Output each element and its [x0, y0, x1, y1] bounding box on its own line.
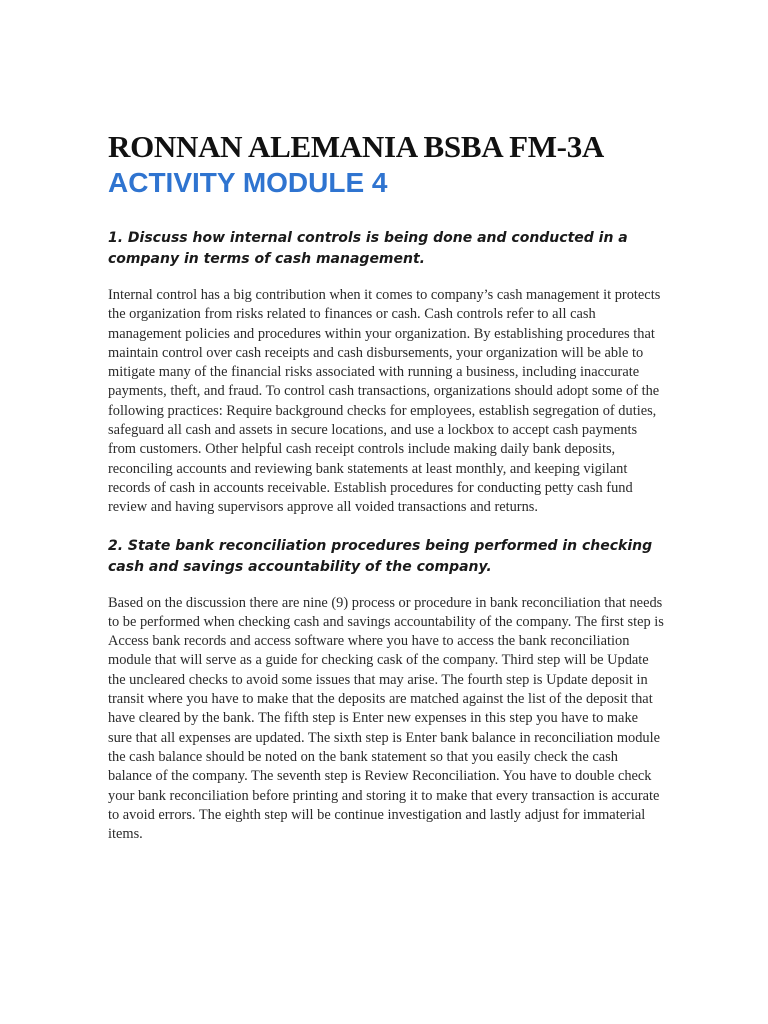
section-2 [108, 536, 664, 845]
module-title: ACTIVITY MODULE 4 [108, 167, 388, 198]
question-2: 2. State bank reconciliation procedures being performed in checking cash and savings accountability of the company. [108, 537, 653, 575]
document-page [108, 128, 664, 862]
answer-2: Based on the discussion there are nine (9) process or procedure in bank reconciliation that needs to be performed when checking cash and savings accountability of the company. The first step is Access bank records and access software where you have to access the bank reconciliation module that will serve as a guide for checking cask of the company. Third step will be Update the uncleared checks to avoid some issues that may arise. The fourth step is Update deposit in transit where you have to make that the deposits are matched against the list of the deposit that have cleared by the bank. The fifth step is Enter new expenses in this step you have to make sure that all expenses are updated. The sixth step is Enter bank balance in reconciliation module the cash balance should be noted on the bank statement so that you easily check the cash balance of the company. The seventh step is Review Reconciliation. You have to double check your bank reconciliation before printing and storing it to make that every transaction is accurate to avoid errors. The eighth step will be continue investigation and lastly adjust for immaterial items. [108, 594, 664, 843]
section-1 [108, 228, 664, 518]
question-1: 1. Discuss how internal controls is being done and conducted in a company in terms of cash management. [108, 230, 628, 267]
answer-1: Internal control has a big contribution when it comes to company’s cash management it protects the organization from risks related to finances or cash. Cash controls refer to all cash management policies and procedures within your organization. By establishing procedures that maintain control over cash receipts and cash disbursements, your organization will be able to mitigate many of the financial risks associated with running a business, including inaccurate payments, theft, and fraud. To control cash transactions, organizations should adopt some of the following practices: Require background checks for employees, establish segregation of duties, safeguard all cash and assets in secure locations, and use a lockbox to accept cash payments from customers. Other helpful cash receipt controls include making daily bank deposits, reconciling accounts and reviewing bank statements at least monthly, and keeping vigilant records of cash in accounts receivable. Establish procedures for conducting petty cash fund review and having supervisors approve all voided transactions and returns. [108, 287, 661, 516]
student-name-heading: RONNAN ALEMANIA BSBA FM-3A [108, 129, 604, 164]
